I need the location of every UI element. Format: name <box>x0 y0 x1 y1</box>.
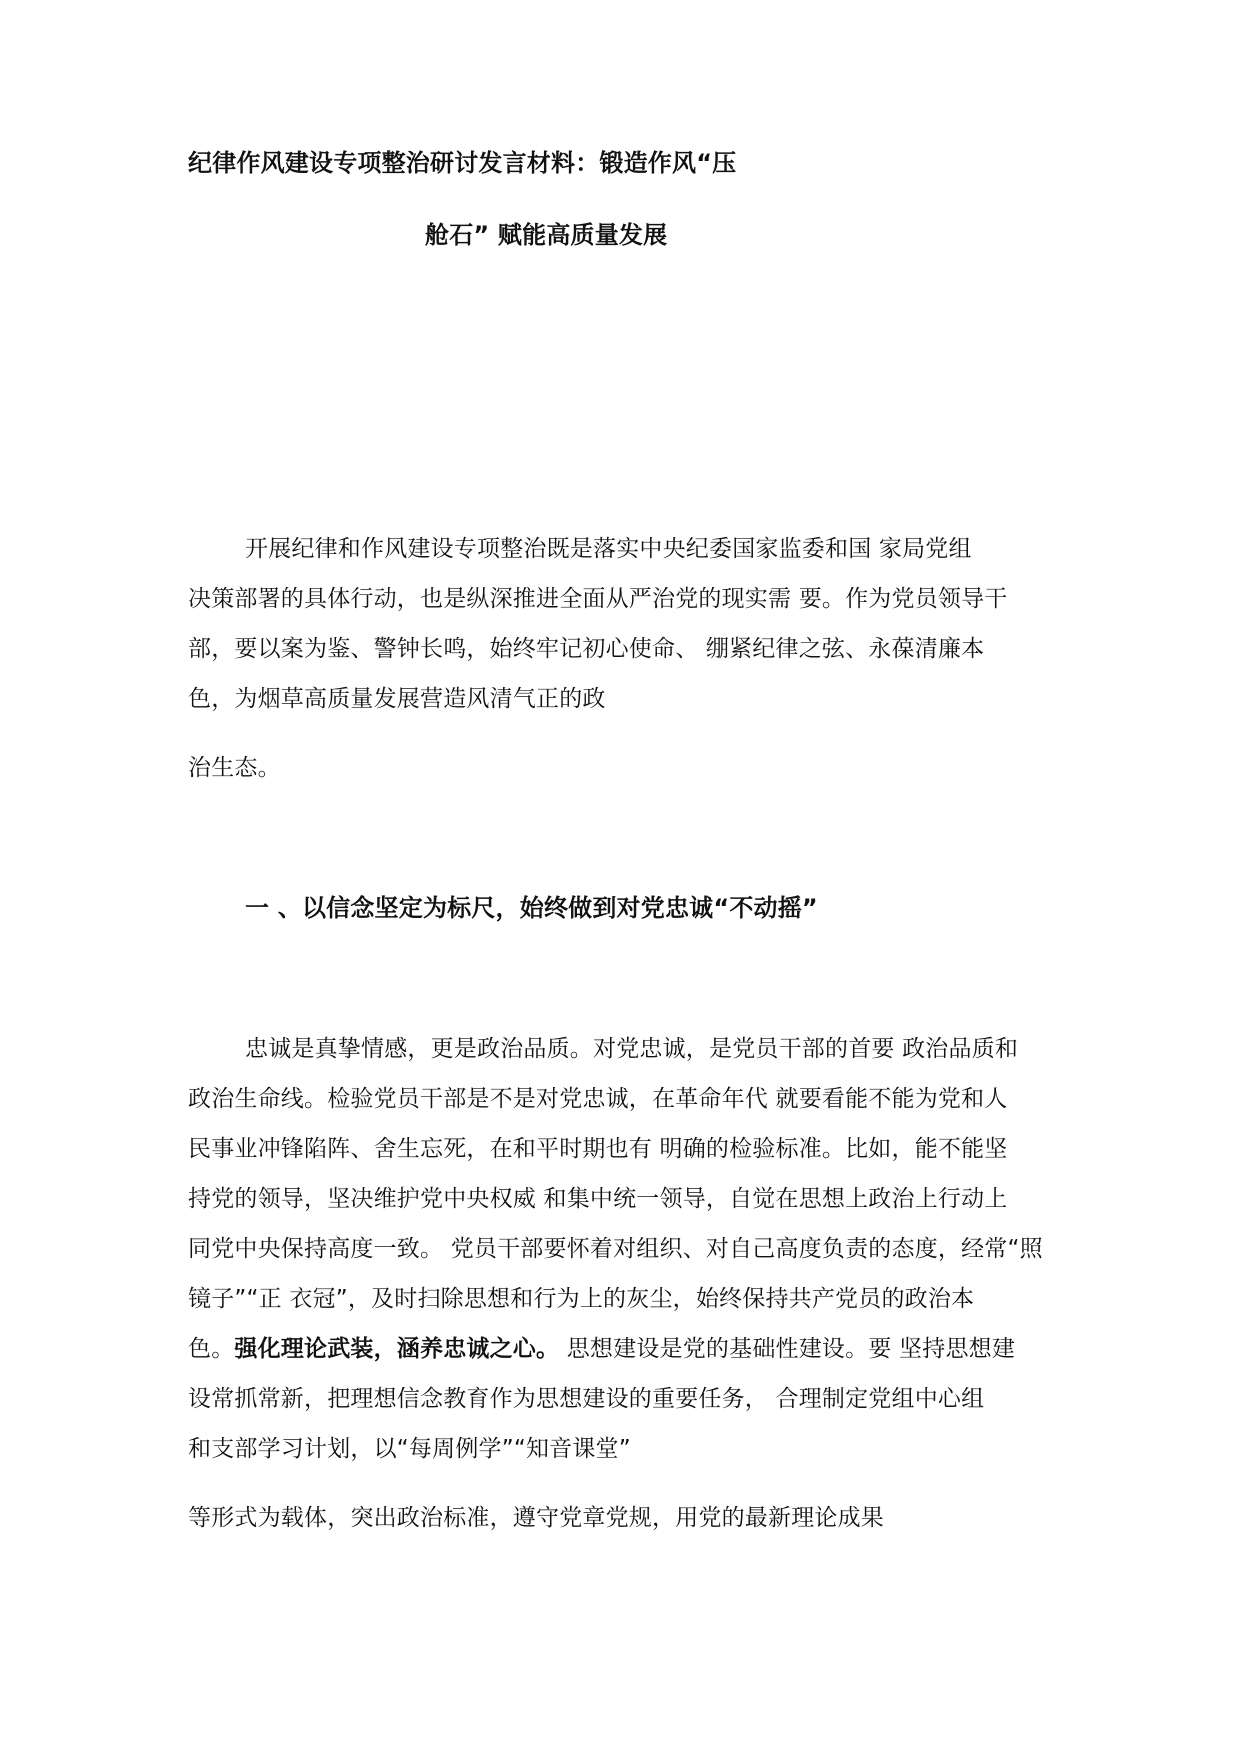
section-1-line-2: 政治生命线。检验党员干部是不是对党忠诚，在革命年代 就要看能不能为党和人 <box>188 1086 1008 1112</box>
intro-line-4: 色，为烟草高质量发展营造风清气正的政 <box>188 686 606 712</box>
intro-line-2: 决策部署的具体行动，也是纵深推进全面从严治党的现实需 要。作为党员领导干 <box>188 586 1008 612</box>
bold-emphasis-phrase: 强化理论武装，涵养忠诚之心。 <box>234 1336 560 1362</box>
line-7-rest: 思想建设是党的基础性建设。要 坚持思想建 <box>559 1336 1016 1362</box>
section-1-line-3: 民事业冲锋陷阵、舍生忘死，在和平时期也有 明确的检验标准。比如，能不能坚 <box>188 1136 1008 1162</box>
section-1-line-9: 和支部学习计划，以“每周例学”“知音课堂” <box>188 1436 631 1462</box>
section-1-line-6: 镜子”“正 衣冠”，及时扫除思想和行为上的灰尘，始终保持共产党员的政治本 <box>188 1286 975 1312</box>
section-1-line-1: 忠诚是真挚情感，更是政治品质。对党忠诚，是党员干部的首要 政治品质和 <box>245 1036 1019 1062</box>
section-1-line-8: 设常抓常新，把理想信念教育作为思想建设的重要任务， 合理制定党组中心组 <box>188 1386 985 1412</box>
intro-line-5: 治生态。 <box>188 755 281 781</box>
section-1-line-4: 持党的领导，坚决维护党中央权威 和集中统一领导，自觉在思想上政治上行动上 <box>188 1186 1008 1212</box>
intro-line-3: 部，要以案为鉴、警钟长鸣，始终牢记初心使命、 绷紧纪律之弦、永葆清廉本 <box>188 636 985 662</box>
intro-line-1: 开展纪律和作风建设专项整治既是落实中央纪委国家监委和国 家局党组 <box>245 536 972 562</box>
document-title-line-2: 舱石” 赋能高质量发展 <box>425 221 668 249</box>
document-title-line-1: 纪律作风建设专项整治研讨发言材料：锻造作风“压 <box>188 149 737 177</box>
line-7-start: 色。 <box>188 1336 235 1362</box>
section-1-line-7 <box>188 1334 1015 1364</box>
section-1-line-5: 同党中央保持高度一致。 党员干部要怀着对组织、对自己高度负责的态度，经常“照 <box>188 1236 1043 1262</box>
section-1-heading: 一 、以信念坚定为标尺，始终做到对党忠诚“不动摇” <box>245 894 818 922</box>
section-1-line-10: 等形式为载体，突出政治标准，遵守党章党规，用党的最新理论成果 <box>188 1505 884 1531</box>
